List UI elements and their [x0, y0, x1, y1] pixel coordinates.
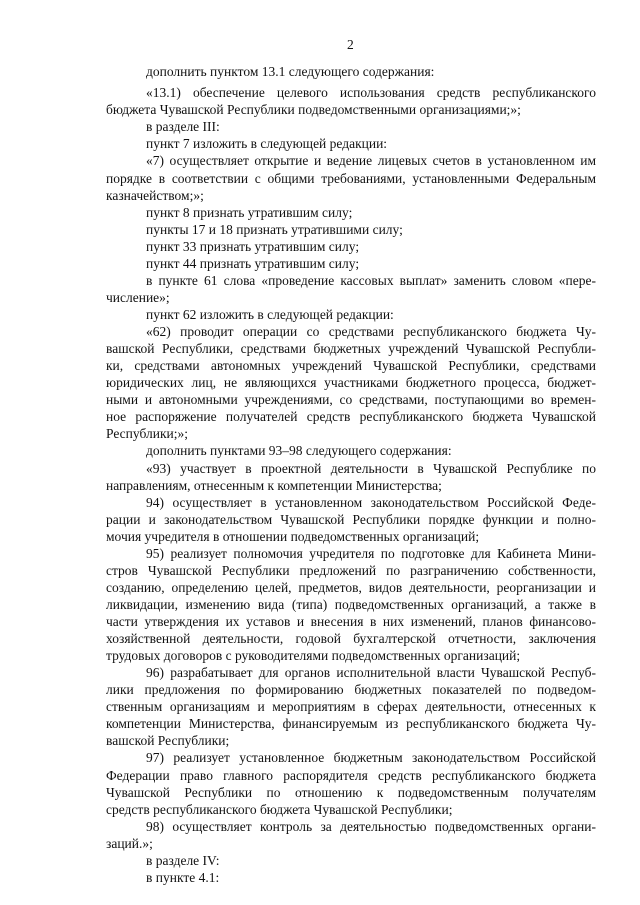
text-line: пункт 8 признать утратившим силу; [146, 205, 353, 220]
text-line: части утверждения их уставов и внесения в них изменений, планов финансово- [106, 614, 596, 629]
page-number: 2 [347, 37, 354, 52]
text-line: дополнить пунктами 93–98 следующего содержания: [146, 443, 452, 458]
text-line: бюджета Чувашской Республики подведомственными организациями;»; [106, 102, 521, 117]
text-line: в разделе IV: [146, 853, 220, 868]
text-line: в пункте 61 слова «проведение кассовых выплат» заменить словом «пере- [146, 273, 596, 288]
text-line: ными и автономными учреждениями, со средствами, поступающими во времен- [106, 392, 596, 407]
text-line: юридических лиц, не являющихся участниками бюджетного процесса, бюджет- [106, 375, 596, 390]
text-line: числение»; [106, 290, 170, 305]
text-line: ки, средствами автономных учреждений Чувашской Республики, средствами [106, 358, 596, 373]
text-line: дополнить пунктом 13.1 следующего содержания: [146, 64, 435, 79]
text-line: пункт 62 изложить в следующей редакции: [146, 307, 394, 322]
text-line: направлениям, отнесенным к компетенции Министерства; [106, 478, 442, 493]
text-line: 97) реализует установленное бюджетным законодательством Российской [146, 750, 596, 765]
text-line: «7) осуществляет открытие и ведение лицевых счетов в установленном им [146, 153, 596, 168]
text-line: «13.1) обеспечение целевого использования средств республиканского [146, 85, 596, 100]
text-line: 98) осуществляет контроль за деятельностью подведомственных органи- [146, 819, 596, 834]
text-line: Чувашской Республики по отношению к подведомственным получателям [106, 785, 596, 800]
text-line: Федерации право главного распорядителя средств республиканского бюджета [106, 768, 596, 783]
text-line: вашской Республики; [106, 733, 230, 748]
text-line: в разделе III: [146, 119, 220, 134]
text-line: казначейством;»; [106, 188, 204, 203]
text-line: рации и законодательством Чувашской Республики порядке функции и полно- [106, 512, 596, 527]
text-line: пункт 33 признать утратившим силу; [146, 239, 360, 254]
text-line: трудовых договоров с руководителями подведомственных организаций; [106, 648, 521, 663]
text-line: ственным организациям и мероприятиям в сферах деятельности, отнесенных к [106, 699, 596, 714]
text-line: «62) проводит операции со средствами республиканского бюджета Чу- [146, 324, 596, 339]
text-line: заций.»; [106, 836, 153, 851]
text-line: вашской Республики, средствами бюджетных учреждений Чувашской Республи- [106, 341, 596, 356]
text-line: «93) участвует в проектной деятельности в Чувашской Республике по [146, 461, 596, 476]
text-line: 94) осуществляет в установленном законодательством Российской Феде- [146, 495, 596, 510]
text-line: 95) реализует полномочия учредителя по подготовке для Кабинета Мини- [146, 546, 596, 561]
text-line: ликвидации, изменению вида (типа) подведомственных организаций, а также в [106, 597, 596, 612]
text-line: средств республиканского бюджета Чувашской Республики; [106, 802, 453, 817]
text-line: пункты 17 и 18 признать утратившими силу; [146, 222, 403, 237]
text-line: мочия учредителя в отношении подведомственных организаций; [106, 529, 480, 544]
text-line: 96) разрабатывает для органов исполнительной власти Чувашской Респуб- [146, 665, 596, 680]
text-line: пункт 7 изложить в следующей редакции: [146, 136, 388, 151]
text-line: лики предложения по формированию бюджетных показателей по подведом- [106, 682, 596, 697]
text-line: созданию, определению целей, предметов, видов деятельности, реорганизации и [106, 580, 596, 595]
text-line: хозяйственной деятельности, годовой бухгалтерской отчетности, заключения [106, 631, 596, 646]
text-line: Республики;»; [106, 426, 188, 441]
text-line: в пункте 4.1: [146, 870, 220, 885]
text-line: компетенции Министерства, финансируемым из республиканского бюджета Чу- [106, 716, 596, 731]
text-line: порядке в соответствии с общими требованиями, установленными Федеральным [106, 171, 596, 186]
text-line: ное распоряжение получателей средств республиканского бюджета Чувашской [106, 409, 596, 424]
text-line: стров Чувашской Республики предложений по разграничению собственности, [106, 563, 596, 578]
text-line: пункт 44 признать утратившим силу; [146, 256, 360, 271]
